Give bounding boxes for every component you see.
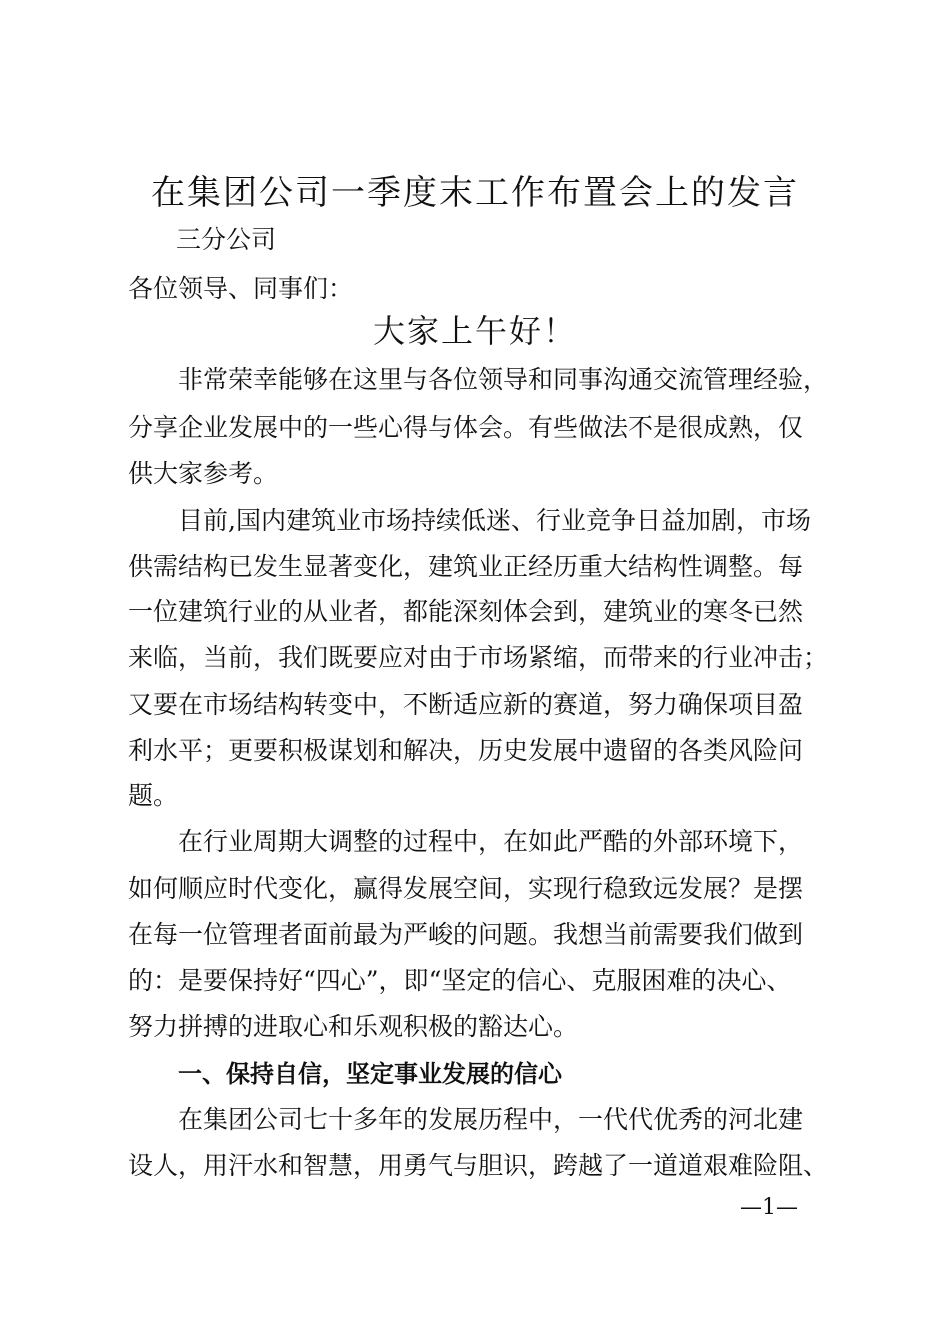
paragraph-line: 目前,国内建筑业市场持续低迷、行业竞争日益加剧，市场 [178, 506, 811, 535]
salutation: 各位领导、同事们： [128, 274, 354, 303]
paragraph-line: 供大家参考。 [128, 459, 279, 488]
paragraph-line: 在集团公司七十多年的发展历程中，一代代优秀的河北建 [178, 1105, 804, 1134]
paragraph-line: 供需结构已发生显著变化，建筑业正经历重大结构性调整。每 [128, 552, 804, 581]
paragraph-line: 的：是要保持好“四心”，即“坚定的信心、克服困难的决心、 [128, 966, 792, 995]
author-line: 三分公司 [176, 225, 277, 254]
document-title: 在集团公司一季度末工作布置会上的发言 [151, 173, 799, 213]
greeting: 大家上午好！ [372, 312, 577, 350]
paragraph-line: 利水平；更要积极谋划和解决，历史发展中遗留的各类风险问 [128, 736, 804, 765]
section-heading: 一、保持自信，坚定事业发展的信心 [178, 1060, 562, 1088]
paragraph-line: 题。 [128, 781, 179, 810]
paragraph-line: 在每一位管理者面前最为严峻的问题。我想当前需要我们做到 [128, 920, 804, 949]
paragraph-line: 在行业周期大调整的过程中，在如此严酷的外部环境下， [178, 827, 804, 856]
paragraph-line: 努力拼搏的进取心和乐观积极的豁达心。 [128, 1012, 579, 1041]
paragraph-line: 如何顺应时代变化，赢得发展空间，实现行稳致远发展？是摆 [128, 874, 804, 903]
page-number: —1— [740, 1195, 798, 1220]
paragraph-line: 非常荣幸能够在这里与各位领导和同事沟通交流管理经验， [178, 365, 829, 394]
paragraph-line: 来临，当前，我们既要应对由于市场紧缩，而带来的行业冲击； [128, 643, 829, 672]
paragraph-line: 设人，用汗水和智慧，用勇气与胆识，跨越了一道道艰难险阻、 [128, 1151, 829, 1180]
paragraph-line: 又要在市场结构转变中，不断适应新的赛道，努力确保项目盈 [128, 690, 804, 719]
paragraph-line: 一位建筑行业的从业者，都能深刻体会到，建筑业的寒冬已然 [128, 597, 804, 626]
paragraph-line: 分享企业发展中的一些心得与体会。有些做法不是很成熟，仅 [128, 413, 804, 442]
